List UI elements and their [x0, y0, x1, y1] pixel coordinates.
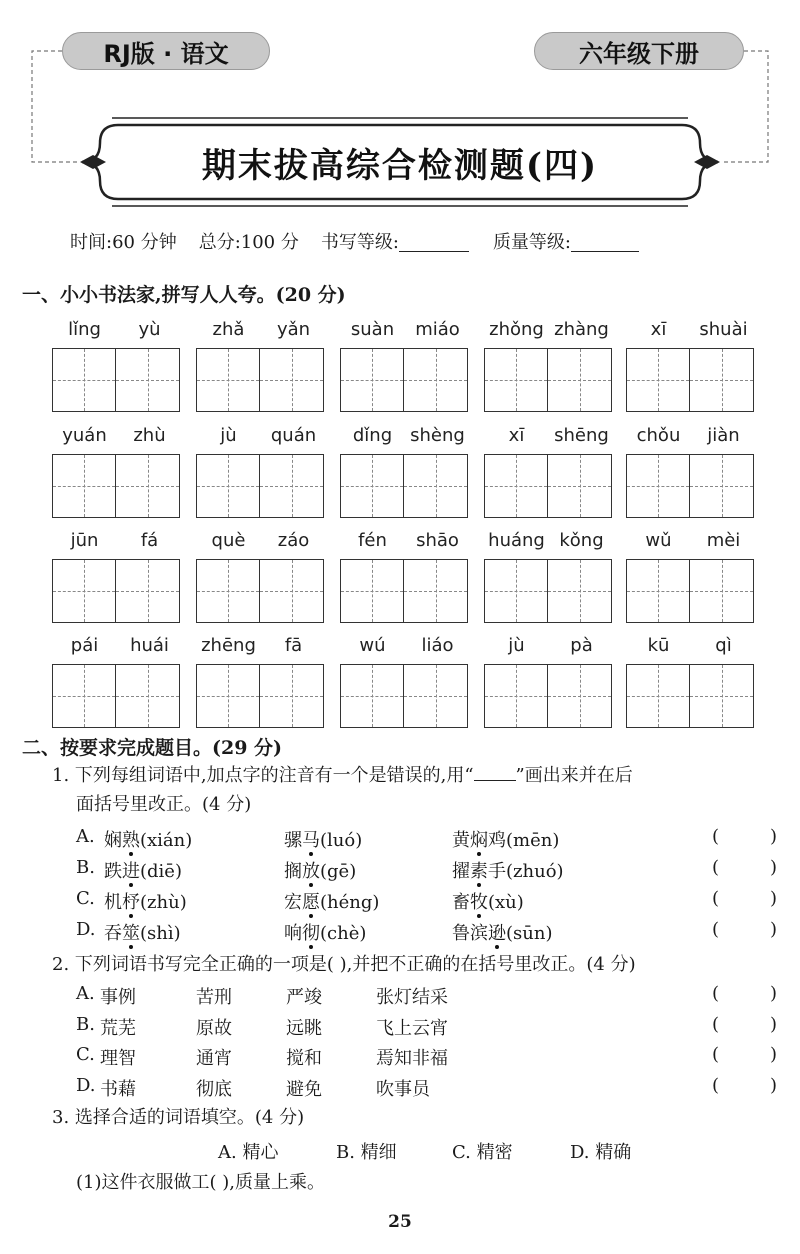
writing-cells [340, 559, 470, 623]
word-part: (héng) [320, 892, 380, 913]
writing-cell[interactable] [196, 348, 260, 412]
pinyin-label: què [211, 530, 246, 551]
quality-grade-label: 质量等级: [492, 232, 572, 253]
word-part: (sūn) [506, 923, 553, 944]
annotated-word [284, 857, 356, 883]
page-number: 25 [388, 1212, 412, 1232]
word: 通宵 [196, 1048, 232, 1069]
pinyin-label: yù [138, 319, 161, 340]
writing-cell[interactable] [404, 664, 468, 728]
annotated-word [452, 888, 524, 914]
pinyin-label: xī [508, 425, 525, 446]
pinyin-label-row [626, 525, 756, 551]
pinyin-group [484, 525, 614, 623]
pinyin-label: wú [359, 635, 386, 656]
word-part: 骡 [284, 830, 302, 851]
total-score: 总分:100 分 [198, 232, 299, 253]
writing-cells [626, 348, 756, 412]
pinyin-group [340, 630, 470, 728]
pinyin-label: quán [270, 425, 317, 446]
pinyin-label: zhù [133, 425, 166, 446]
dotted-char: 进 [122, 857, 140, 883]
writing-cell[interactable] [484, 348, 548, 412]
edition-tag: RJ版 · 语文 [62, 32, 270, 70]
dotted-char: 杼 [122, 888, 140, 914]
dotted-char: 焖 [470, 826, 488, 852]
word-part: 宏 [284, 892, 302, 913]
writing-cell[interactable] [340, 664, 404, 728]
answer-paren-open[interactable]: ( [712, 1014, 720, 1035]
pinyin-label: shèng [410, 425, 465, 446]
writing-cell[interactable] [548, 559, 612, 623]
pinyin-label: jiàn [707, 425, 740, 446]
writing-cell[interactable] [196, 559, 260, 623]
pinyin-label: jūn [70, 530, 99, 551]
word-part: (xù) [488, 892, 524, 913]
writing-cells [340, 348, 470, 412]
pinyin-label-row [484, 525, 614, 551]
pinyin-label: mèi [706, 530, 741, 551]
writing-cell[interactable] [260, 348, 324, 412]
word-part: 吞 [104, 923, 122, 944]
word: 焉知非福 [376, 1048, 448, 1069]
grade-tag: 六年级下册 [534, 32, 744, 70]
quality-grade-blank[interactable] [571, 231, 639, 252]
writing-cell[interactable] [52, 348, 116, 412]
q3-sub1: (1)这件衣服做工( ),质量上乘。 [76, 1172, 325, 1193]
annotated-word [452, 857, 564, 883]
exam-meta [70, 228, 750, 254]
option-label: D. [76, 1075, 96, 1096]
annotated-word [452, 826, 559, 852]
option-label: D. [76, 919, 96, 940]
pinyin-label: shēng [554, 425, 609, 446]
pinyin-label-row [196, 630, 326, 656]
word-part: (luó) [320, 830, 363, 851]
writing-cell[interactable] [196, 454, 260, 518]
pinyin-label: liáo [421, 635, 454, 656]
option-label: A. [76, 826, 95, 847]
pinyin-label: huái [130, 635, 169, 656]
answer-paren-open[interactable]: ( [712, 857, 720, 878]
q1-option-row [76, 857, 776, 885]
pinyin-label: shuài [699, 319, 748, 340]
pinyin-label: chǒu [636, 425, 681, 446]
word: 理智 [100, 1048, 136, 1069]
pinyin-group [626, 420, 756, 518]
writing-cells [196, 454, 326, 518]
word-part: 机 [104, 892, 122, 913]
pinyin-label-row [484, 314, 614, 340]
q3-choice: D. 精确 [570, 1142, 632, 1163]
word-part: 搁 [284, 861, 302, 882]
writing-cell[interactable] [626, 348, 690, 412]
annotated-word [104, 919, 181, 945]
q2-option-row [76, 983, 776, 1011]
pinyin-group [340, 525, 470, 623]
writing-cells [52, 348, 182, 412]
pinyin-label: fá [140, 530, 159, 551]
pinyin-label: zhēng [201, 635, 256, 656]
word: 事例 [100, 987, 136, 1008]
dotted-char: 熟 [122, 826, 140, 852]
writing-cells [52, 664, 182, 728]
answer-paren-open[interactable]: ( [712, 919, 720, 940]
writing-cell[interactable] [340, 454, 404, 518]
annotated-word [284, 919, 366, 945]
pinyin-label: yuán [62, 425, 107, 446]
writing-cell[interactable] [548, 348, 612, 412]
answer-paren-close[interactable]: ) [770, 888, 778, 909]
word-part: 鸡(mēn) [488, 830, 560, 851]
word: 荒芜 [100, 1018, 136, 1039]
writing-cell[interactable] [52, 454, 116, 518]
pinyin-label: xī [650, 319, 667, 340]
answer-paren-close[interactable]: ) [770, 857, 778, 878]
writing-cell[interactable] [116, 348, 180, 412]
writing-cell[interactable] [484, 454, 548, 518]
writing-cell[interactable] [690, 348, 754, 412]
pinyin-label: pà [570, 635, 593, 656]
pinyin-label: jù [508, 635, 525, 656]
word-part: 黄 [452, 830, 470, 851]
writing-cells [196, 348, 326, 412]
word: 苦刑 [196, 987, 232, 1008]
pinyin-label-row [626, 420, 756, 446]
pinyin-label: zhǎ [212, 319, 245, 340]
dotted-char: 筮 [122, 919, 140, 945]
answer-paren-close[interactable]: ) [770, 826, 778, 847]
dotted-char: 马 [302, 826, 320, 852]
q3-choice: C. 精密 [452, 1142, 513, 1163]
answer-paren-open[interactable]: ( [712, 983, 720, 1004]
pinyin-group [484, 420, 614, 518]
writing-cell[interactable] [690, 559, 754, 623]
pinyin-label-row [340, 314, 470, 340]
page-title: 期末拔高综合检测题(四) [201, 145, 599, 186]
annotated-word [452, 919, 552, 945]
dotted-char: 放 [302, 857, 320, 883]
pinyin-group [196, 630, 326, 728]
word: 书藉 [100, 1079, 136, 1100]
pinyin-group [52, 525, 182, 623]
word: 原故 [196, 1018, 232, 1039]
pinyin-label-row [52, 420, 182, 446]
pinyin-label: miáo [415, 319, 460, 340]
writing-cell[interactable] [404, 348, 468, 412]
pinyin-label-row [196, 314, 326, 340]
pinyin-group [340, 420, 470, 518]
writing-cell[interactable] [626, 664, 690, 728]
writing-cell[interactable] [196, 664, 260, 728]
writing-cell[interactable] [548, 454, 612, 518]
pinyin-group [52, 314, 182, 412]
writing-cell[interactable] [548, 664, 612, 728]
word: 吹事员 [376, 1079, 430, 1100]
annotated-word [104, 888, 187, 914]
dotted-char: 牧 [470, 888, 488, 914]
pinyin-label: yǎn [276, 319, 311, 340]
writing-cell[interactable] [340, 559, 404, 623]
writing-cells [484, 664, 614, 728]
pinyin-group [196, 525, 326, 623]
pinyin-group [196, 314, 326, 412]
writing-cells [196, 559, 326, 623]
pinyin-label: shāo [416, 530, 459, 551]
word-part: 手(zhuó) [488, 861, 564, 882]
pinyin-label-row [340, 525, 470, 551]
pinyin-label: jù [220, 425, 237, 446]
answer-paren-close[interactable]: ) [770, 983, 778, 1004]
pinyin-label-row [340, 420, 470, 446]
answer-paren-open[interactable]: ( [712, 1044, 720, 1065]
writing-cell[interactable] [52, 664, 116, 728]
underline-sample [474, 762, 516, 781]
writing-cell[interactable] [626, 454, 690, 518]
q3-choice: B. 精细 [336, 1142, 397, 1163]
pinyin-label: qì [715, 635, 732, 656]
writing-cells [626, 559, 756, 623]
option-label: B. [76, 1014, 95, 1035]
writing-cells [484, 454, 614, 518]
pinyin-label: záo [277, 530, 310, 551]
dotted-char: 彻 [302, 919, 320, 945]
writing-cell[interactable] [260, 664, 324, 728]
pinyin-group [52, 630, 182, 728]
pinyin-label-row [52, 314, 182, 340]
q2-option-row [76, 1075, 776, 1103]
pinyin-label-row [196, 525, 326, 551]
writing-cells [484, 348, 614, 412]
writing-cell[interactable] [116, 454, 180, 518]
writing-cell[interactable] [690, 454, 754, 518]
writing-cell[interactable] [340, 348, 404, 412]
option-label: A. [76, 983, 95, 1004]
section-1-heading: 一、小小书法家,拼写人人夸。(20 分) [22, 284, 346, 306]
word-part: (shì) [140, 923, 181, 944]
annotated-word [104, 857, 182, 883]
writing-cells [196, 664, 326, 728]
word: 张灯结采 [376, 987, 448, 1008]
word-part: (xián) [140, 830, 193, 851]
writing-cell[interactable] [690, 664, 754, 728]
pinyin-label: pái [70, 635, 99, 656]
pinyin-label: wǔ [645, 530, 672, 551]
q2-stem: 2. 下列词语书写完全正确的一项是( ),并把不正确的在括号里改正。(4 分) [52, 954, 636, 975]
writing-cells [626, 454, 756, 518]
pinyin-label: zhǒng [489, 319, 544, 340]
pinyin-label-row [340, 630, 470, 656]
writing-cells [52, 559, 182, 623]
writing-cell[interactable] [484, 559, 548, 623]
writing-cell[interactable] [484, 664, 548, 728]
option-label: C. [76, 1044, 95, 1065]
word-part: 跌 [104, 861, 122, 882]
writing-grade-blank[interactable] [399, 231, 469, 252]
pinyin-label-row [484, 420, 614, 446]
q1-stem-line1: 1. 下列每组词语中,加点字的注音有一个是错误的,用“ ”画出来并在后 [52, 762, 633, 789]
pinyin-label-row [626, 630, 756, 656]
word-part: 畜 [452, 892, 470, 913]
pinyin-group [340, 314, 470, 412]
writing-cell[interactable] [626, 559, 690, 623]
writing-cells [484, 559, 614, 623]
writing-cell[interactable] [404, 454, 468, 518]
dotted-char: 素 [470, 857, 488, 883]
answer-paren-open[interactable]: ( [712, 1075, 720, 1096]
pinyin-group [626, 525, 756, 623]
writing-cells [340, 664, 470, 728]
pinyin-label: dǐng [352, 425, 393, 446]
option-label: C. [76, 888, 95, 909]
answer-paren-close[interactable]: ) [770, 1044, 778, 1065]
word: 搅和 [286, 1048, 322, 1069]
q2-option-row [76, 1014, 776, 1042]
writing-cell[interactable] [52, 559, 116, 623]
pinyin-label: huáng [488, 530, 545, 551]
q1-option-row [76, 888, 776, 916]
writing-cell[interactable] [116, 559, 180, 623]
pinyin-label: kǒng [559, 530, 604, 551]
annotated-word [284, 826, 362, 852]
word-part: (gē) [320, 861, 357, 882]
answer-paren-close[interactable]: ) [770, 1075, 778, 1096]
pinyin-label: zhàng [554, 319, 609, 340]
word: 远眺 [286, 1018, 322, 1039]
answer-paren-close[interactable]: ) [770, 1014, 778, 1035]
word-part: 鲁滨 [452, 923, 488, 944]
word-part: 响 [284, 923, 302, 944]
answer-paren-open[interactable]: ( [712, 826, 720, 847]
pinyin-label-row [626, 314, 756, 340]
q1-option-row [76, 919, 776, 947]
pinyin-group [196, 420, 326, 518]
word-part: 擢 [452, 861, 470, 882]
writing-cells [626, 664, 756, 728]
writing-cell[interactable] [404, 559, 468, 623]
pinyin-label: lǐng [68, 319, 101, 340]
word-part: 娴 [104, 830, 122, 851]
pinyin-group [626, 314, 756, 412]
word: 彻底 [196, 1079, 232, 1100]
dotted-char: 愿 [302, 888, 320, 914]
dotted-char: 逊 [488, 919, 506, 945]
section-2-heading: 二、按要求完成题目。(29 分) [22, 737, 283, 759]
q3-stem: 3. 选择合适的词语填空。(4 分) [52, 1107, 305, 1128]
pinyin-group [626, 630, 756, 728]
q2-option-row [76, 1044, 776, 1072]
writing-cell[interactable] [260, 559, 324, 623]
answer-paren-close[interactable]: ) [770, 919, 778, 940]
writing-cell[interactable] [260, 454, 324, 518]
word: 飞上云宵 [376, 1018, 448, 1039]
word: 避免 [286, 1079, 322, 1100]
writing-grade-label: 书写等级: [320, 232, 399, 253]
pinyin-label-row [52, 525, 182, 551]
pinyin-label-row [484, 630, 614, 656]
q1-stem-line2: 面括号里改正。(4 分) [76, 794, 252, 815]
pinyin-label: kū [647, 635, 670, 656]
pinyin-group [484, 630, 614, 728]
word-part: (diē) [140, 861, 182, 882]
q1-option-row [76, 826, 776, 854]
writing-cells [52, 454, 182, 518]
pinyin-label-row [52, 630, 182, 656]
answer-paren-open[interactable]: ( [712, 888, 720, 909]
pinyin-label: fā [284, 635, 303, 656]
option-label: B. [76, 857, 95, 878]
pinyin-group [52, 420, 182, 518]
annotated-word [284, 888, 379, 914]
pinyin-label: suàn [350, 319, 395, 340]
pinyin-label-row [196, 420, 326, 446]
q3-choice: A. 精心 [218, 1142, 279, 1163]
pinyin-label: fén [358, 530, 387, 551]
word-part: (zhù) [140, 892, 187, 913]
annotated-word [104, 826, 192, 852]
writing-cells [340, 454, 470, 518]
time-limit: 时间:60 分钟 [70, 232, 177, 253]
writing-cell[interactable] [116, 664, 180, 728]
word-part: (chè) [320, 923, 367, 944]
word: 严竣 [286, 987, 322, 1008]
pinyin-group [484, 314, 614, 412]
